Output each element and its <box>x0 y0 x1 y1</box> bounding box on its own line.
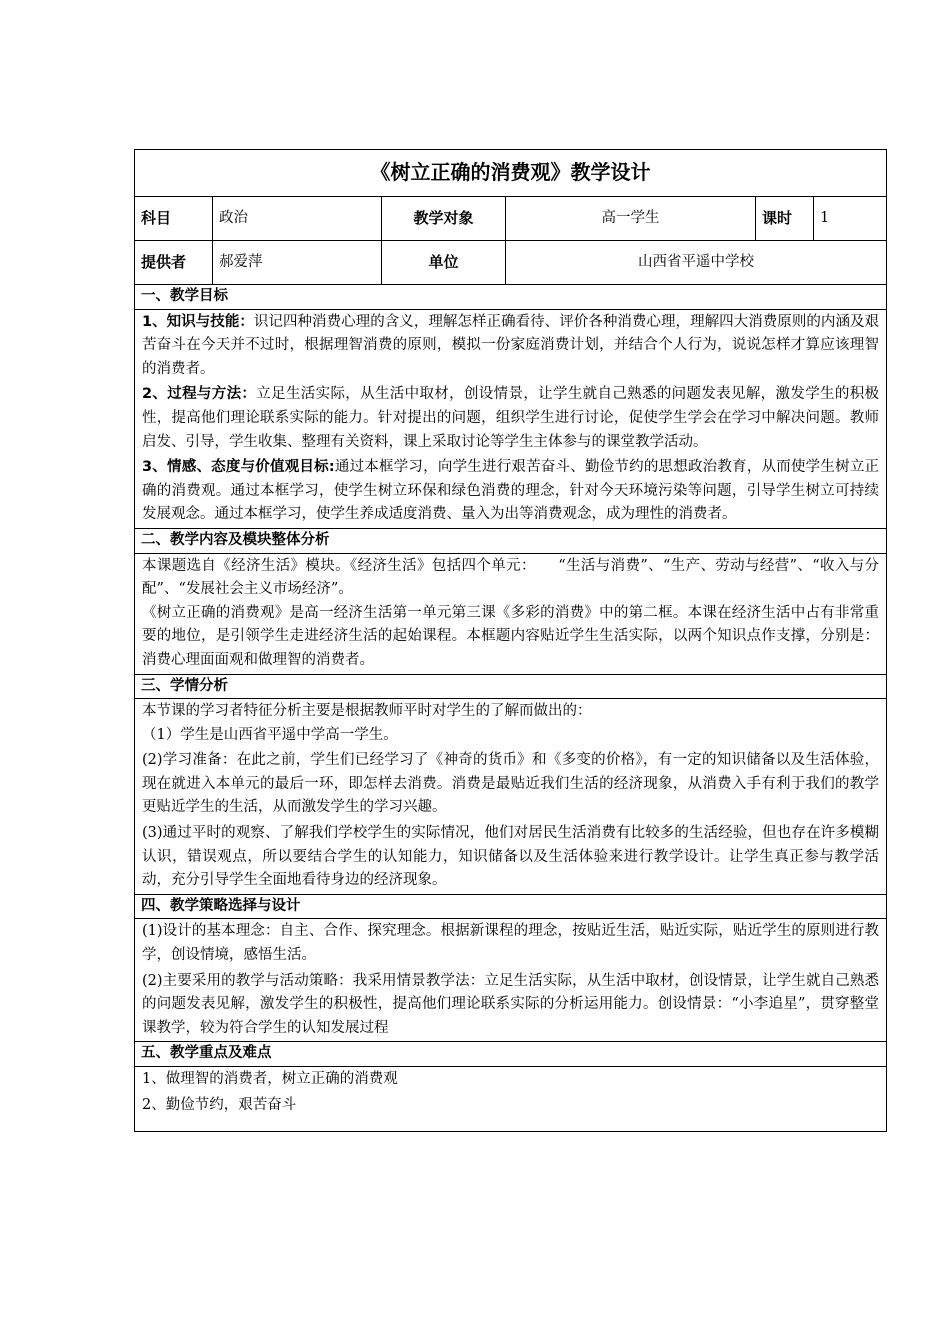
section-heading-keypoints: 五、教学重点及难点 <box>135 1042 887 1067</box>
goal-knowledge-text: 识记四种消费心理的含义，理解怎样正确看待、评价各种消费心理，理解四大消费原则的内涵及艰苦奋斗在今天并不过时，根据理智消费的原则，模拟一份家庭消费计划，并结合个人行为，说说怎样才算应该理智的消费者。 <box>142 313 880 377</box>
goal-attitude-label: 3、情感、态度与价值观目标: <box>142 459 335 476</box>
content-paragraph: 《树立正确的消费观》是高一经济生活第一单元第三课《多彩的消费》中的第二框。本课在经济生活中占有非常重要的地位，是引领学生走进经济生活的起始课程。本框题内容贴近学生生活实际，以两个知识点作支撑，分别是：消费心理面面观和做理智的消费者。 <box>142 604 880 668</box>
section-body-goals <box>135 309 887 528</box>
section-heading-learners: 三、学情分析 <box>135 674 887 699</box>
goal-process-label: 2、过程与方法： <box>142 386 257 403</box>
section-heading-goals: 一、教学目标 <box>135 285 887 310</box>
learners-paragraph: (3)通过平时的观察、了解我们学校学生的实际情况，他们对居民生活消费有比较多的生活经验，但也存在许多模糊认识，错误观点，所以要结合学生的认知能力，知识储备以及生活体验来进行教学设计。让学生真正参与教学活动，充分引导学生全面地看待身边的经济现象。 <box>142 825 880 889</box>
strategy-paragraph: (2)主要采用的教学与活动策略：我采用情景教学法：立足生活实际，从生活中取材，创设情景，让学生就自己熟悉的问题发表见解，激发学生的积极性，提高他们理论联系实际的分析运用能力。创设情景：“小李追星”，贯穿整堂课教学，较为符合学生的认知发展过程 <box>142 972 880 1036</box>
goal-process <box>142 383 879 454</box>
goal-knowledge <box>142 311 879 382</box>
section-body-learners <box>135 699 887 895</box>
subject-value: 政治 <box>213 197 382 241</box>
hours-label: 课时 <box>756 197 814 241</box>
subject-label: 科目 <box>135 197 213 241</box>
goal-process-text: 立足生活实际，从生活中取材，创设情景，让学生就自己熟悉的问题发表见解，激发学生的积极性，提高他们理论联系实际的能力。针对提出的问题，组织学生进行讨论，促使学生学会在学习中解决问题。教师启发、引导，学生收集、整理有关资料，课上采取讨论等学生主体参与的课堂教学活动。 <box>142 386 880 450</box>
section-body-strategy <box>135 919 887 1042</box>
goal-knowledge-label: 1、知识与技能： <box>142 313 254 330</box>
section-heading-content: 二、教学内容及模块整体分析 <box>135 528 887 553</box>
learners-paragraph: (2)学习准备：在此之前，学生们已经学习了《神奇的货币》和《多变的价格》，有一定的知识储备以及生活体验，现在就进入本单元的最后一环，即怎样去消费。消费是最贴近我们生活的经济现象，从消费入手有利于我们的教学更贴近学生的生活，从而激发学生的学习兴趣。 <box>142 752 880 816</box>
provider-label: 提供者 <box>135 241 213 285</box>
target-label: 教学对象 <box>382 197 506 241</box>
section-body-keypoints <box>135 1067 887 1132</box>
document-title: 《树立正确的消费观》教学设计 <box>135 150 887 197</box>
provider-value: 郝爱萍 <box>213 241 382 285</box>
lesson-plan-table <box>134 149 887 1132</box>
goal-attitude <box>142 456 879 527</box>
goal-attitude-text: 通过本框学习，向学生进行艰苦奋斗、勤俭节约的思想政治教育，从而使学生树立正确的消费观。通过本框学习，使学生树立环保和绿色消费的理念，针对今天环境污染等问题，引导学生树立可持续发展观念。通过本框学习，使学生养成适度消费、量入为出等消费观念，成为理性的消费者。 <box>142 459 880 523</box>
strategy-paragraph: (1)设计的基本理念：自主、合作、探究理念。根据新课程的理念，按贴近生活，贴近实际，贴近学生的原则进行教学，创设情境，感悟生活。 <box>142 923 880 964</box>
learners-paragraph: （1）学生是山西省平遥中学高一学生。 <box>142 726 398 743</box>
keypoint-item: 2、勤俭节约，艰苦奋斗 <box>142 1096 297 1113</box>
section-body-content <box>135 553 887 674</box>
keypoint-item: 1、做理智的消费者，树立正确的消费观 <box>142 1071 398 1087</box>
unit-value: 山西省平遥中学校 <box>506 241 887 285</box>
learners-paragraph: 本节课的学习者特征分析主要是根据教师平时对学生的了解而做出的： <box>142 703 592 720</box>
hours-value: 1 <box>814 197 887 241</box>
unit-label: 单位 <box>382 241 506 285</box>
section-heading-strategy: 四、教学策略选择与设计 <box>135 894 887 919</box>
content-paragraph: 本课题选自《经济生活》模块。《经济生活》包括四个单元： “生活与消费”、“生产、劳动与经营”、“收入与分配”、“发展社会主义市场经济”。 <box>142 557 880 598</box>
target-value: 高一学生 <box>506 197 756 241</box>
